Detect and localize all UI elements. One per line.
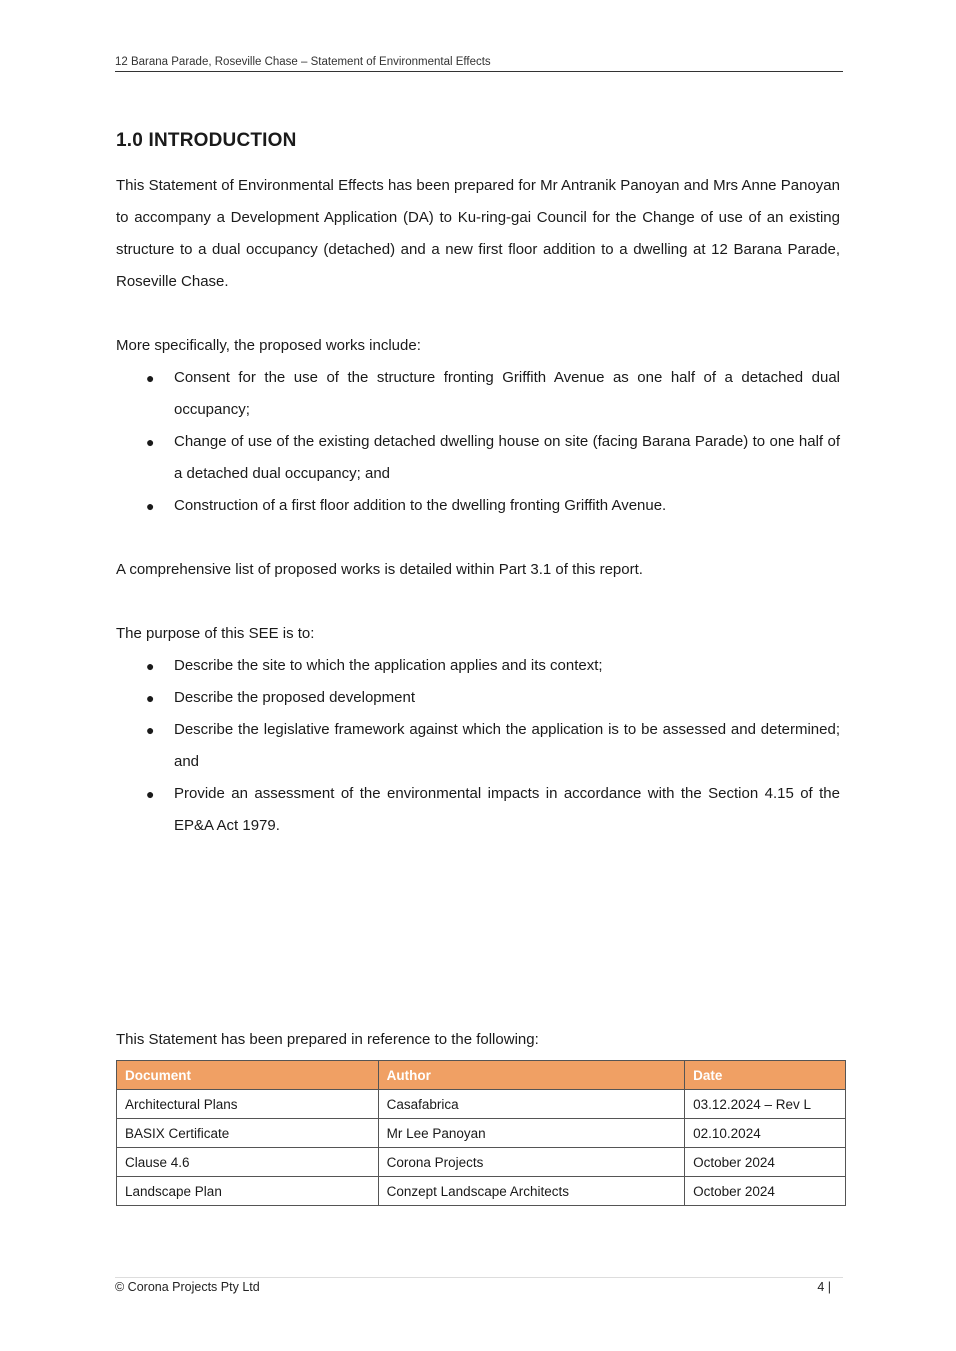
table-cell: Landscape Plan (117, 1177, 379, 1206)
bullet-icon: ● (146, 786, 155, 802)
column-header-author: Author (378, 1061, 685, 1090)
bullet-icon: ● (146, 690, 155, 706)
works-intro: More specifically, the proposed works include: (116, 337, 421, 354)
running-header: 12 Barana Parade, Roseville Chase – Statement of Environmental Effects (115, 56, 843, 72)
document-body (116, 130, 840, 842)
reference-table (116, 1060, 846, 1206)
works-list (116, 362, 840, 522)
comprehensive-note: A comprehensive list of proposed works is detailed within Part 3.1 of this report. (116, 561, 643, 578)
reference-intro: This Statement has been prepared in reference to the following: (116, 1031, 539, 1048)
bullet-icon: ● (146, 498, 155, 514)
table-cell: Clause 4.6 (117, 1148, 379, 1177)
page-number: 4 | (817, 1280, 831, 1294)
list-item: ● Describe the proposed development (116, 682, 840, 714)
column-header-date: Date (685, 1061, 846, 1090)
table-cell: October 2024 (685, 1148, 846, 1177)
table-cell: Conzept Landscape Architects (378, 1177, 685, 1206)
list-item: ● Consent for the use of the structure fronting Griffith Avenue as one half of a detached dual occupancy; (116, 362, 840, 426)
bullet-icon: ● (146, 658, 155, 674)
list-item: ● Construction of a first floor addition to the dwelling fronting Griffith Avenue. (116, 490, 840, 522)
purpose-intro: The purpose of this SEE is to: (116, 625, 315, 642)
purpose-list (116, 650, 840, 842)
table-cell: 02.10.2024 (685, 1119, 846, 1148)
table-cell: BASIX Certificate (117, 1119, 379, 1148)
table-row (117, 1177, 846, 1206)
table-header-row (117, 1061, 846, 1090)
section-heading: 1.0 INTRODUCTION (116, 130, 297, 151)
table-cell: 03.12.2024 – Rev L (685, 1090, 846, 1119)
table-cell: Corona Projects (378, 1148, 685, 1177)
table-cell: Casafabrica (378, 1090, 685, 1119)
list-item: ● Provide an assessment of the environmental impacts in accordance with the Section 4.15 of the EP&A Act 1979. (116, 778, 840, 842)
table-cell: October 2024 (685, 1177, 846, 1206)
bullet-icon: ● (146, 722, 155, 738)
page-footer (115, 1277, 843, 1294)
list-item: ● Describe the legislative framework against which the application is to be assessed and determined; and (116, 714, 840, 778)
bullet-icon: ● (146, 434, 155, 450)
footer-copyright: © Corona Projects Pty Ltd (115, 1280, 260, 1294)
table-row (117, 1119, 846, 1148)
intro-paragraph: This Statement of Environmental Effects has been prepared for Mr Antranik Panoyan and Mrs Anne Panoyan to accompany a Development Application (DA) to Ku-ring-gai Council for the Change of use of an existing structure to a dual occupancy (detached) and a new first floor addition to a dwelling at 12 Barana Parade, Roseville Chase. (116, 177, 840, 290)
list-item: ● Change of use of the existing detached dwelling house on site (facing Barana Parade) to one half of a detached dual occupancy; and (116, 426, 840, 490)
table-row (117, 1148, 846, 1177)
list-item: ● Describe the site to which the application applies and its context; (116, 650, 840, 682)
table-cell: Mr Lee Panoyan (378, 1119, 685, 1148)
bullet-icon: ● (146, 370, 155, 386)
column-header-document: Document (117, 1061, 379, 1090)
table-row (117, 1090, 846, 1119)
table-cell: Architectural Plans (117, 1090, 379, 1119)
